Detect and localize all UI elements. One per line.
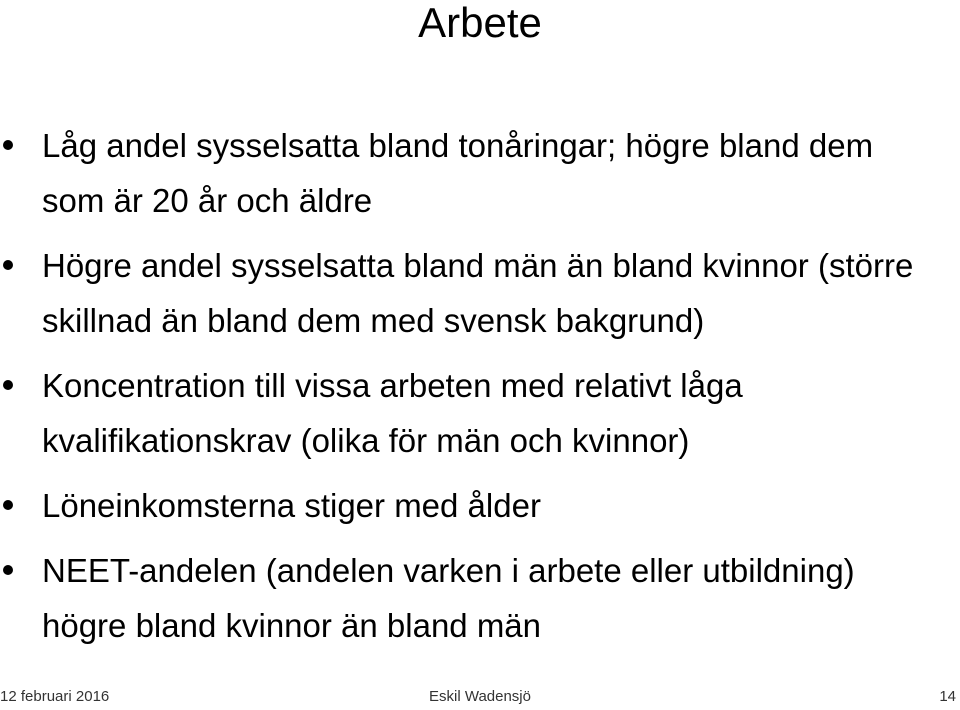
bullet-text: Koncentration till vissa arbeten med relativt låga kvalifikationskrav (olika för män och kvinnor) — [42, 367, 743, 459]
slide-title: Arbete — [418, 0, 542, 46]
bullet-icon — [3, 500, 13, 510]
bullet-icon — [3, 260, 13, 270]
slide-footer — [0, 686, 960, 708]
page-number: 14 — [939, 688, 956, 705]
footer-author: Eskil Wadensjö — [429, 688, 531, 705]
bullet-text: Låg andel sysselsatta bland tonåringar; högre bland dem som är 20 år och äldre — [42, 127, 874, 219]
bullet-text: Högre andel sysselsatta bland män än bland kvinnor (större skillnad än bland dem med svensk bakgrund) — [42, 247, 914, 339]
bullet-text: Löneinkomsterna stiger med ålder — [42, 487, 541, 524]
bullet-item — [0, 478, 960, 533]
bullet-item — [0, 358, 960, 468]
bullet-item — [0, 118, 960, 228]
footer-date: 12 februari 2016 — [0, 688, 110, 705]
bullet-item — [0, 238, 960, 348]
bullet-text: NEET-andelen (andelen varken i arbete eller utbildning) högre bland kvinnor än bland män — [42, 552, 855, 644]
bullet-icon — [3, 140, 13, 150]
bullet-icon — [3, 380, 13, 390]
bullet-icon — [3, 565, 13, 575]
bullet-list — [0, 118, 960, 663]
bullet-item — [0, 543, 960, 653]
